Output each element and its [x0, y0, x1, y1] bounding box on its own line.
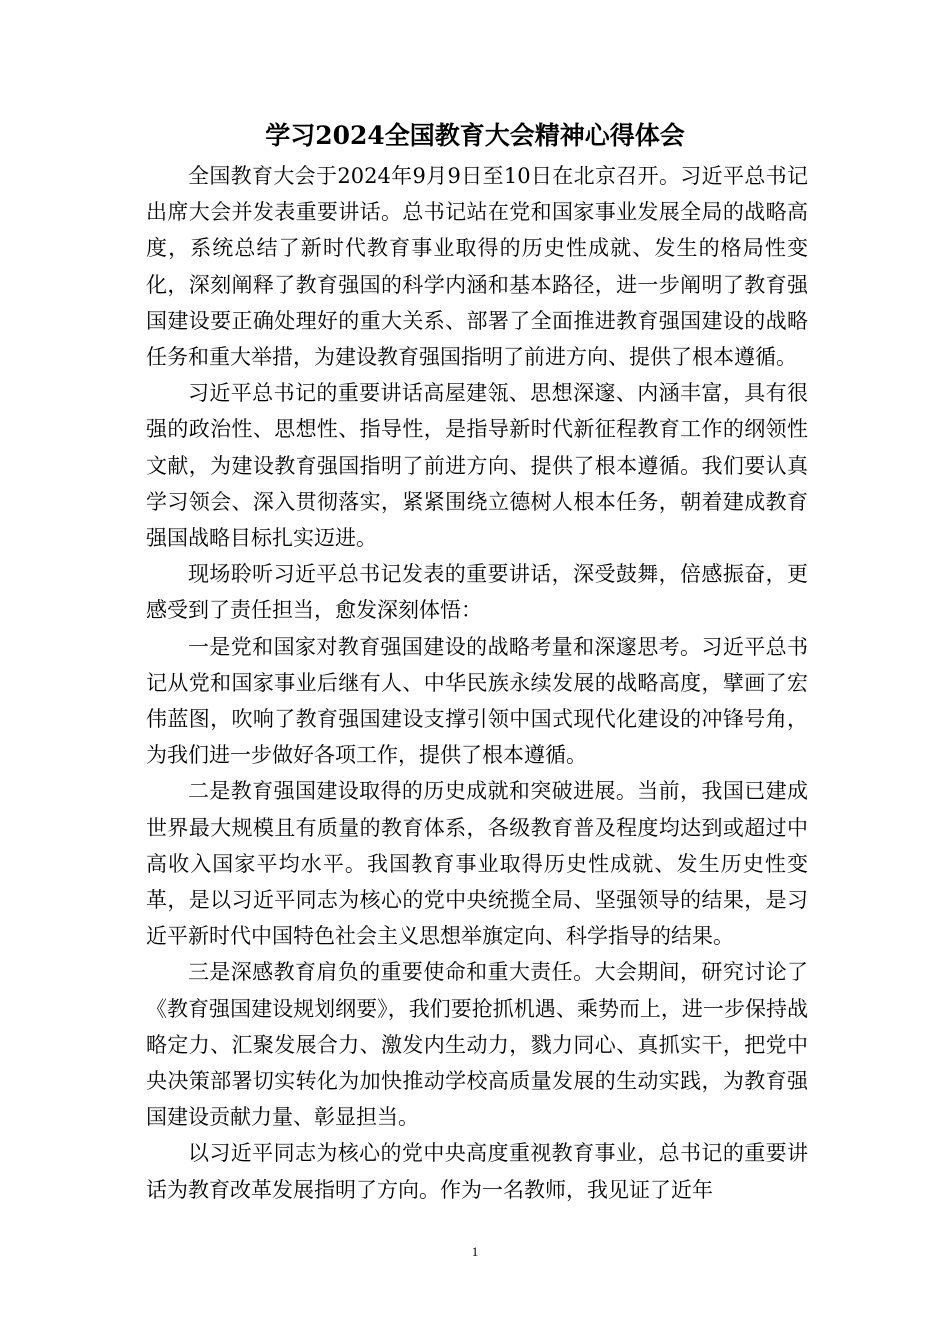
document-title: 学习2024全国教育大会精神心得体会 [265, 121, 685, 150]
paragraph-2: 习近平总书记的重要讲话高屋建瓴、思想深邃、内涵丰富，具有很强的政治性、思想性、指导性，是指导新时代新征程教育工作的纲领性文献，为建设教育强国指明了前进方向、提供了根本遵循。我们要认真学习领会、深入贯彻落实，紧紧围绕立德树人根本任务，朝着建成教育强国战略目标扎实迈进。 [146, 381, 808, 551]
paragraph-5: 二是教育强国建设取得的历史成就和突破进展。当前，我国已建成世界最大规模且有质量的教育体系，各级教育普及程度均达到或超过中高收入国家平均水平。我国教育事业取得历史性成就、发生历史性变革，是以习近平同志为核心的党中央统揽全局、坚强领导的结果，是习近平新时代中国特色社会主义思想举旗定向、科学指导的结果。 [146, 779, 808, 949]
document-body [146, 158, 808, 1208]
paragraph-7: 以习近平同志为核心的党中央高度重视教育事业，总书记的重要讲话为教育改革发展指明了方向。作为一名教师，我见证了近年 [146, 1141, 808, 1202]
paragraph-1: 全国教育大会于2024年9月9日至10日在北京召开。习近平总书记出席大会并发表重要讲话。总书记站在党和国家事业发展全局的战略高度，系统总结了新时代教育事业取得的历史性成就、发生的格局性变化，深刻阐释了教育强国的科学内涵和基本路径，进一步阐明了教育强国建设要正确处理好的重大关系、部署了全面推进教育强国建设的战略任务和重大举措，为建设教育强国指明了前进方向、提供了根本遵循。 [146, 164, 808, 370]
paragraph-6: 三是深感教育肩负的重要使命和重大责任。大会期间，研究讨论了《教育强国建设规划纲要》，我们要抢抓机遇、乘势而上，进一步保持战略定力、汇聚发展合力、激发内生动力，戮力同心、真抓实干，把党中央决策部署切实转化为加快推动学校高质量发展的生动实践，为教育强国建设贡献力量、彰显担当。 [146, 960, 808, 1130]
page-number: 1 [471, 1244, 479, 1259]
paragraph-3: 现场聆听习近平总书记发表的重要讲话，深受鼓舞，倍感振奋，更感受到了责任担当，愈发深刻体悟： [146, 562, 808, 623]
paragraph-4: 一是党和国家对教育强国建设的战略考量和深邃思考。习近平总书记从党和国家事业后继有人、中华民族永续发展的战略高度，擘画了宏伟蓝图，吹响了教育强国建设支撑引领中国式现代化建设的冲锋号角，为我们进一步做好各项工作，提供了根本遵循。 [146, 634, 808, 768]
